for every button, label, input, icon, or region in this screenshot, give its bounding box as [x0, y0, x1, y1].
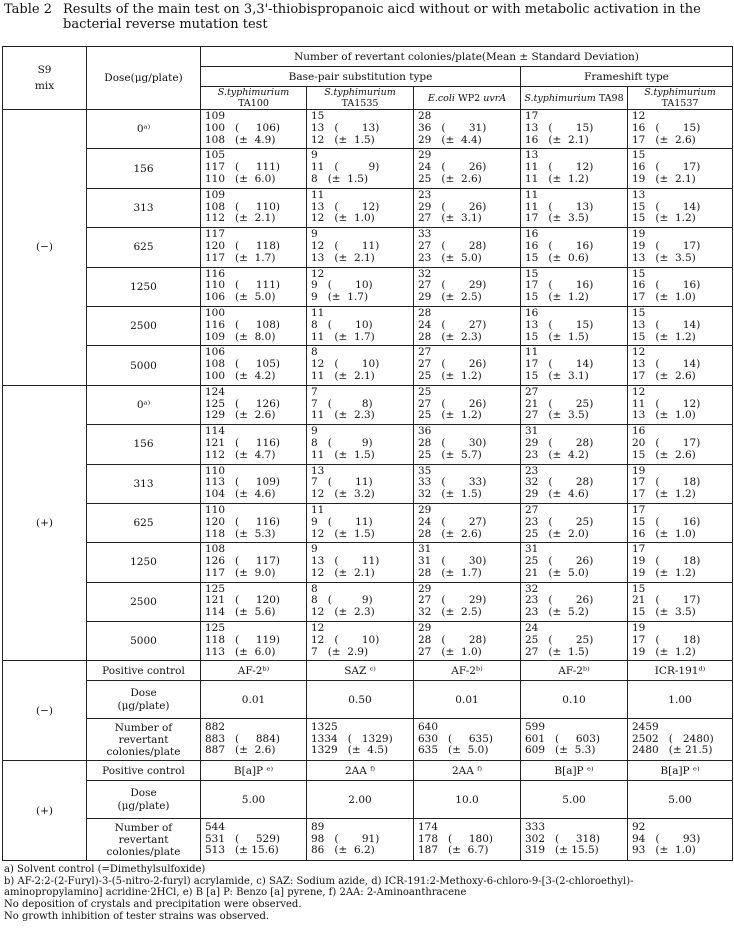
control-dose: 5.00 — [628, 781, 733, 819]
table-row — [3, 582, 733, 621]
footnote-line: No deposition of crystals and precipitation were observed. — [4, 899, 302, 911]
colony-count-cell: 124 125 ( 126) 129 (± 2.6) — [201, 385, 307, 424]
colony-count-cell: 28 36 ( 31) 29 (± 4.4) — [414, 110, 521, 149]
colony-count-cell: 174 178 ( 180) 187 (± 6.7) — [414, 819, 521, 861]
control-dose: 0.50 — [307, 681, 414, 719]
colony-count-cell: 9 12 ( 11) 13 (± 2.1) — [307, 228, 414, 267]
colony-count-cell: 13 15 ( 14) 15 (± 1.2) — [628, 188, 733, 227]
strain-header — [521, 87, 628, 110]
positive-control-row — [3, 661, 733, 681]
revertant-label: Number of revertant colonies/plate — [87, 819, 201, 861]
strain-name: TA100 — [238, 98, 269, 109]
strain-name: TA98 — [595, 92, 624, 104]
colony-count-cell: 125 118 ( 119) 113 (± 6.0) — [201, 622, 307, 661]
colony-count-cell: 8 8 ( 9) 12 (± 2.3) — [307, 582, 414, 621]
colony-count-cell: 110 113 ( 109) 104 (± 4.6) — [201, 464, 307, 503]
revertant-header: Number of revertant colonies/plate(Mean ± Standard Deviation) — [201, 47, 733, 67]
colony-count-cell: 11 11 ( 13) 17 (± 3.5) — [521, 188, 628, 227]
colony-count-cell: 32 27 ( 29) 29 (± 2.5) — [414, 267, 521, 306]
control-dose: 10.0 — [414, 781, 521, 819]
colony-count-cell: 12 9 ( 10) 9 (± 1.7) — [307, 267, 414, 306]
frameshift-header: Frameshift type — [521, 67, 733, 87]
colony-count-cell: 31 25 ( 26) 21 (± 5.0) — [521, 543, 628, 582]
colony-count-cell: 11 8 ( 10) 11 (± 1.7) — [307, 306, 414, 345]
dose-cell: 156 — [87, 425, 201, 464]
revertant-row — [3, 819, 733, 861]
dose-cell: 625 — [87, 503, 201, 542]
control-dose: 0.10 — [521, 681, 628, 719]
footnote-line: No growth inhibition of tester strains was observed. — [4, 910, 270, 922]
colony-count-cell: 105 117 ( 111) 110 (± 6.0) — [201, 149, 307, 188]
control-agent — [201, 761, 307, 781]
strain-genus: S.typhimurium — [217, 87, 290, 98]
control-agent — [521, 761, 628, 781]
colony-count-cell: 13 7 ( 11) 12 (± 3.2) — [307, 464, 414, 503]
dose-cell: 156 — [87, 149, 201, 188]
colony-count-cell: 117 120 ( 118) 117 (± 1.7) — [201, 228, 307, 267]
colony-count-cell: 27 23 ( 25) 25 (± 2.0) — [521, 503, 628, 542]
s9-group-label: (−) — [3, 110, 87, 386]
results-table — [2, 46, 733, 861]
control-agent-name: B[a]P ᵉ⁾ — [660, 764, 700, 777]
colony-count-cell: 599 601 ( 603) 609 (± 5.3) — [521, 719, 628, 761]
positive-control-label: Positive control — [87, 661, 201, 681]
colony-count-cell: 11 9 ( 11) 12 (± 1.5) — [307, 503, 414, 542]
colony-count-cell: 35 33 ( 33) 32 (± 1.5) — [414, 464, 521, 503]
colony-count-cell: 108 126 ( 117) 117 (± 9.0) — [201, 543, 307, 582]
colony-count-cell: 19 17 ( 18) 17 (± 1.2) — [628, 464, 733, 503]
colony-count-cell: 12 13 ( 14) 17 (± 2.6) — [628, 346, 733, 385]
colony-count-cell: 27 21 ( 25) 27 (± 3.5) — [521, 385, 628, 424]
control-agent-name: 2AA ᶠ⁾ — [451, 764, 483, 777]
strain-suffix: uvrA — [483, 92, 507, 104]
colony-count-cell: 12 12 ( 10) 7 (± 2.9) — [307, 622, 414, 661]
colony-count-cell: 23 32 ( 28) 29 (± 4.6) — [521, 464, 628, 503]
colony-count-cell: 12 16 ( 15) 17 (± 2.6) — [628, 110, 733, 149]
table-row — [3, 385, 733, 424]
colony-count-cell: 29 28 ( 28) 27 (± 1.0) — [414, 622, 521, 661]
colony-count-cell: 19 17 ( 18) 19 (± 1.2) — [628, 622, 733, 661]
control-agent — [201, 661, 307, 681]
strain-header — [628, 87, 733, 110]
base-pair-header: Base-pair substitution type — [201, 67, 521, 87]
control-agent — [414, 661, 521, 681]
table-row — [3, 425, 733, 464]
dose-label: Dose (μg/plate) — [87, 681, 201, 719]
dose-header: Dose(μg/plate) — [87, 47, 201, 110]
table-row — [3, 149, 733, 188]
control-agent — [307, 761, 414, 781]
colony-count-cell: 15 16 ( 17) 19 (± 2.1) — [628, 149, 733, 188]
table-row — [3, 503, 733, 542]
dose-cell: 5000 — [87, 346, 201, 385]
dose-row — [3, 781, 733, 819]
colony-count-cell: 7 7 ( 8) 11 (± 2.3) — [307, 385, 414, 424]
colony-count-cell: 109 108 ( 110) 112 (± 2.1) — [201, 188, 307, 227]
control-dose: 5.00 — [521, 781, 628, 819]
colony-count-cell: 17 15 ( 16) 16 (± 1.0) — [628, 503, 733, 542]
colony-count-cell: 32 23 ( 26) 23 (± 5.2) — [521, 582, 628, 621]
table-row — [3, 110, 733, 149]
dose-cell: 625 — [87, 228, 201, 267]
control-agent-name: ICR-191ᵈ⁾ — [654, 664, 706, 677]
colony-count-cell: 16 16 ( 16) 15 (± 0.6) — [521, 228, 628, 267]
s9-group-label: (+) — [3, 761, 87, 861]
strain-genus: S.typhimurium — [324, 87, 396, 98]
colony-count-cell: 29 24 ( 27) 28 (± 2.6) — [414, 503, 521, 542]
footnote-line: aminopropylamino] acridine·2HCl, e) B [a] P: Benzo [a] pyrene, f) 2AA: 2-Aminoanthracene — [4, 887, 467, 899]
control-agent-name: AF-2ᵇ⁾ — [558, 664, 590, 677]
control-agent-name: B[a]P ᵉ⁾ — [554, 764, 594, 777]
dose-cell: 2500 — [87, 306, 201, 345]
control-agent — [414, 761, 521, 781]
dose-cell: 0ᵃ⁾ — [87, 110, 201, 149]
colony-count-cell: 11 13 ( 12) 12 (± 1.0) — [307, 188, 414, 227]
control-agent-name: 2AA ᶠ⁾ — [344, 764, 376, 777]
dose-label: Dose (μg/plate) — [87, 781, 201, 819]
table-label: Table 2 — [4, 2, 52, 17]
colony-count-cell: 24 25 ( 25) 27 (± 1.5) — [521, 622, 628, 661]
control-dose: 5.00 — [201, 781, 307, 819]
dose-cell: 313 — [87, 464, 201, 503]
colony-count-cell: 12 11 ( 12) 13 (± 1.0) — [628, 385, 733, 424]
strain-name: WP2 — [454, 92, 484, 104]
strain-header — [201, 87, 307, 110]
control-agent-name: AF-2ᵇ⁾ — [451, 664, 483, 677]
footnotes — [4, 864, 732, 923]
control-dose: 0.01 — [201, 681, 307, 719]
s9-mix-header: S9 mix — [3, 47, 87, 110]
strain-name: TA1537 — [661, 98, 699, 109]
colony-count-cell: 544 531 ( 529) 513 (± 15.6) — [201, 819, 307, 861]
strain-header — [414, 87, 521, 110]
colony-count-cell: 13 11 ( 12) 11 (± 1.2) — [521, 149, 628, 188]
colony-count-cell: 36 28 ( 30) 25 (± 5.7) — [414, 425, 521, 464]
table-caption: Results of the main test on 3,3'-thiobispropanoic aicd without or with metabolic activation in the bacterial reverse mutation test — [63, 2, 701, 32]
colony-count-cell: 9 8 ( 9) 11 (± 1.5) — [307, 425, 414, 464]
strain-header — [307, 87, 414, 110]
control-agent-name: B[a]P ᵉ⁾ — [233, 764, 274, 777]
colony-count-cell: 15 21 ( 17) 15 (± 3.5) — [628, 582, 733, 621]
table-row — [3, 188, 733, 227]
colony-count-cell: 17 13 ( 15) 16 (± 2.1) — [521, 110, 628, 149]
control-agent — [628, 761, 733, 781]
colony-count-cell: 109 100 ( 106) 108 (± 4.9) — [201, 110, 307, 149]
colony-count-cell: 333 302 ( 318) 319 (± 15.5) — [521, 819, 628, 861]
control-agent-name: SAZ ᶜ⁾ — [344, 664, 376, 677]
colony-count-cell: 23 29 ( 26) 27 (± 3.1) — [414, 188, 521, 227]
colony-count-cell: 11 17 ( 14) 15 (± 3.1) — [521, 346, 628, 385]
colony-count-cell: 31 29 ( 28) 23 (± 4.2) — [521, 425, 628, 464]
colony-count-cell: 19 19 ( 17) 13 (± 3.5) — [628, 228, 733, 267]
dose-cell: 2500 — [87, 582, 201, 621]
strain-name: TA1535 — [341, 98, 379, 109]
colony-count-cell: 27 27 ( 26) 25 (± 1.2) — [414, 346, 521, 385]
colony-count-cell: 15 16 ( 16) 17 (± 1.0) — [628, 267, 733, 306]
s9-group-label: (−) — [3, 661, 87, 761]
colony-count-cell: 116 110 ( 111) 106 (± 5.0) — [201, 267, 307, 306]
strain-genus: E.coli — [427, 92, 455, 104]
colony-count-cell: 640 630 ( 635) 635 (± 5.0) — [414, 719, 521, 761]
colony-count-cell: 110 120 ( 116) 118 (± 5.3) — [201, 503, 307, 542]
control-agent — [628, 661, 733, 681]
colony-count-cell: 882 883 ( 884) 887 (± 2.6) — [201, 719, 307, 761]
colony-count-cell: 114 121 ( 116) 112 (± 4.7) — [201, 425, 307, 464]
colony-count-cell: 28 24 ( 27) 28 (± 2.3) — [414, 306, 521, 345]
revertant-row — [3, 719, 733, 761]
table-row — [3, 622, 733, 661]
colony-count-cell: 31 31 ( 30) 28 (± 1.7) — [414, 543, 521, 582]
colony-count-cell: 125 121 ( 120) 114 (± 5.6) — [201, 582, 307, 621]
table-row — [3, 228, 733, 267]
colony-count-cell: 16 13 ( 15) 15 (± 1.5) — [521, 306, 628, 345]
control-agent-name: AF-2ᵇ⁾ — [237, 664, 270, 677]
colony-count-cell: 15 13 ( 13) 12 (± 1.5) — [307, 110, 414, 149]
colony-count-cell: 1325 1334 ( 1329) 1329 (± 4.5) — [307, 719, 414, 761]
colony-count-cell: 9 11 ( 9) 8 (± 1.5) — [307, 149, 414, 188]
footnote-line: a) Solvent control (=Dimethylsulfoxide) — [4, 864, 206, 875]
control-agent — [307, 661, 414, 681]
colony-count-cell: 100 116 ( 108) 109 (± 8.0) — [201, 306, 307, 345]
dose-row — [3, 681, 733, 719]
colony-count-cell: 106 108 ( 105) 100 (± 4.2) — [201, 346, 307, 385]
colony-count-cell: 16 20 ( 17) 15 (± 2.6) — [628, 425, 733, 464]
colony-count-cell: 29 24 ( 26) 25 (± 2.6) — [414, 149, 521, 188]
colony-count-cell: 29 27 ( 29) 32 (± 2.5) — [414, 582, 521, 621]
strain-genus: S.typhimurium — [524, 92, 596, 104]
colony-count-cell: 8 12 ( 10) 11 (± 2.1) — [307, 346, 414, 385]
colony-count-cell: 92 94 ( 93) 93 (± 1.0) — [628, 819, 733, 861]
positive-control-label: Positive control — [87, 761, 201, 781]
colony-count-cell: 89 98 ( 91) 86 (± 6.2) — [307, 819, 414, 861]
s9-group-label: (+) — [3, 385, 87, 661]
colony-count-cell: 9 13 ( 11) 12 (± 2.1) — [307, 543, 414, 582]
dose-cell: 5000 — [87, 622, 201, 661]
table-row — [3, 543, 733, 582]
colony-count-cell: 15 17 ( 16) 15 (± 1.2) — [521, 267, 628, 306]
dose-cell: 313 — [87, 188, 201, 227]
footnote-line: b) AF-2:2-(2-Furyl)-3-(5-nitro-2-furyl) acrylamide, c) SAZ: Sodium azide, d) ICR-191:2-Methoxy-6-chloro-9-[3-(2-chloroethyl)- — [4, 875, 634, 887]
colony-count-cell: 15 13 ( 14) 15 (± 1.2) — [628, 306, 733, 345]
control-dose: 0.01 — [414, 681, 521, 719]
positive-control-row — [3, 761, 733, 781]
table-row — [3, 267, 733, 306]
dose-cell: 1250 — [87, 543, 201, 582]
control-dose: 2.00 — [307, 781, 414, 819]
control-dose: 1.00 — [628, 681, 733, 719]
colony-count-cell: 25 27 ( 26) 25 (± 1.2) — [414, 385, 521, 424]
table-row — [3, 306, 733, 345]
dose-cell: 1250 — [87, 267, 201, 306]
colony-count-cell: 17 19 ( 18) 19 (± 1.2) — [628, 543, 733, 582]
revertant-label: Number of revertant colonies/plate — [87, 719, 201, 761]
table-row — [3, 346, 733, 385]
dose-cell: 0ᵃ⁾ — [87, 385, 201, 424]
control-agent — [521, 661, 628, 681]
strain-genus: S.typhimurium — [644, 87, 716, 98]
table-row — [3, 464, 733, 503]
colony-count-cell: 33 27 ( 28) 23 (± 5.0) — [414, 228, 521, 267]
colony-count-cell: 2459 2502 ( 2480) 2480 (± 21.5) — [628, 719, 733, 761]
